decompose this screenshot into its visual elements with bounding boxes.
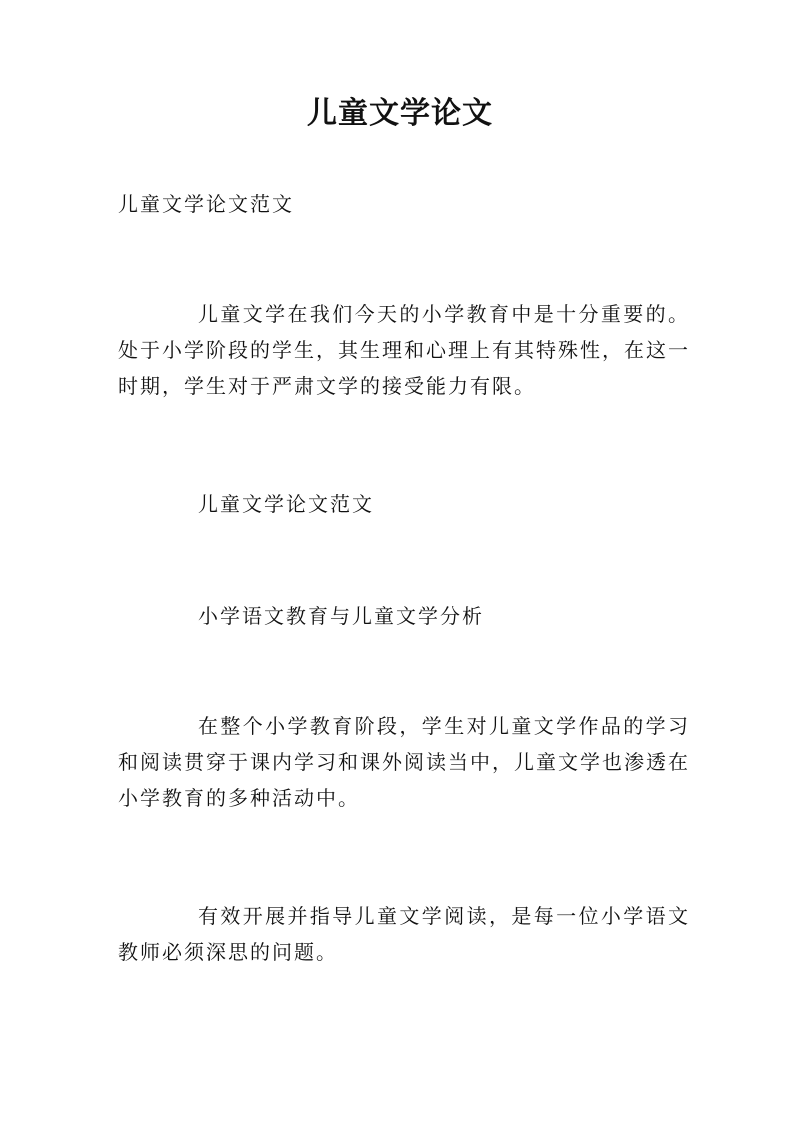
paragraph-conclusion: 有效开展并指导儿童文学阅读，是每一位小学语文教师必须深思的问题。	[118, 904, 690, 964]
document-subtitle: 儿童文学论文范文	[118, 192, 294, 216]
paragraph-section-heading: 儿童文学论文范文	[198, 492, 374, 516]
paragraph-body: 在整个小学教育阶段，学生对儿童文学作品的学习和阅读贯穿于课内学习和课外阅读当中，儿童文学也渗透在小学教育的多种活动中。	[118, 714, 690, 810]
paragraph-intro: 儿童文学在我们今天的小学教育中是十分重要的。处于小学阶段的学生，其生理和心理上有其特殊性，在这一时期，学生对于严肃文学的接受能力有限。	[118, 302, 690, 398]
paragraph-analysis-heading: 小学语文教育与儿童文学分析	[198, 604, 484, 628]
document-title: 儿童文学论文	[307, 96, 493, 131]
